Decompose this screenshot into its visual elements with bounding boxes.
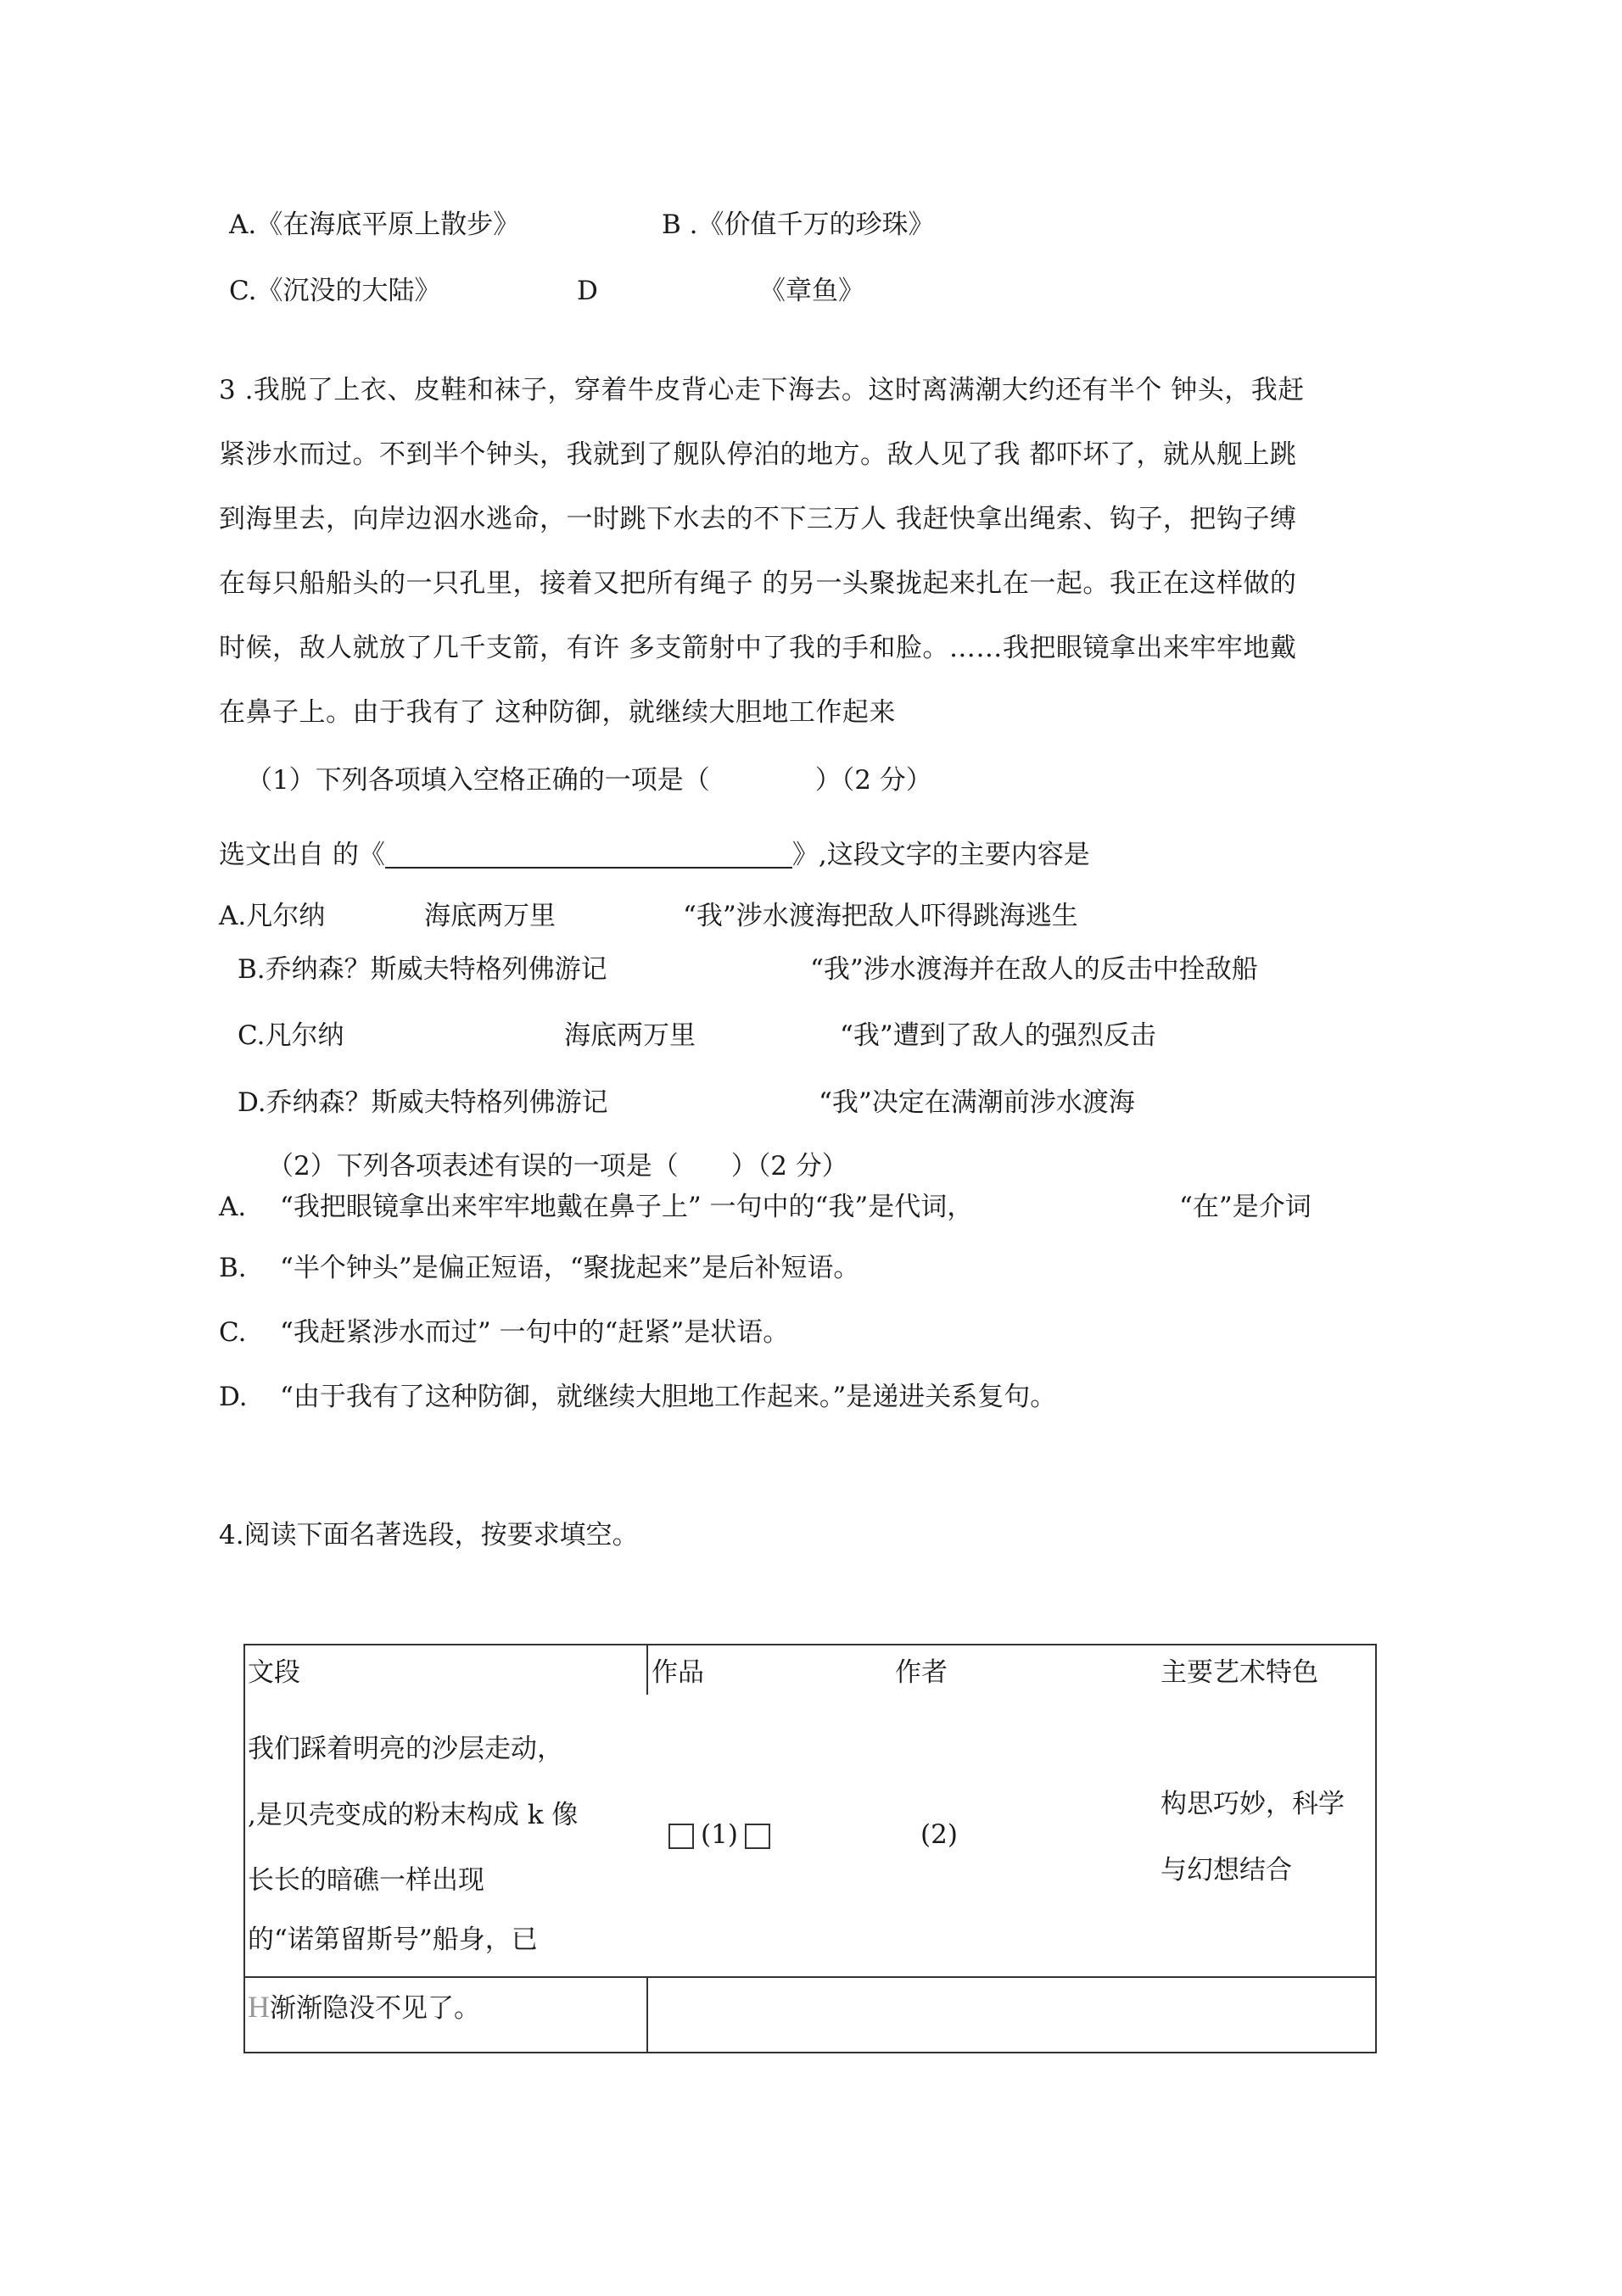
passage-line-last <box>248 1992 480 2022</box>
q3-sub1-prompt <box>219 838 1090 869</box>
q2-option-c: C.《沉没的大陆》 <box>229 276 441 306</box>
q3-line: 时候，敌人就放了几千支箭，有许 多支箭射中了我的手和脸。……我把眼镜拿出来牢牢地戴 <box>219 633 1297 663</box>
sub2-option-a-extra: “在”是介词 <box>1179 1192 1312 1222</box>
work-blank[interactable] <box>662 1819 777 1850</box>
feature-line: 与幻想结合 <box>1161 1855 1292 1885</box>
sub1-option-c-content: “我”遭到了敌人的强烈反击 <box>840 1020 1156 1051</box>
passage-line: 长长的暗礁一样出现 <box>248 1865 484 1896</box>
q3-sub1-question: （1）下列各项填入空格正确的一项是（ ）（2 分） <box>246 765 932 796</box>
header-author: 作者 <box>895 1657 948 1688</box>
sub1-option-a-content: “我”涉水渡海把敌人吓得跳海逃生 <box>683 901 1078 931</box>
prompt-prefix: 选文出自 的《 <box>219 840 385 870</box>
passage-line: 我们踩着明亮的沙层走动， <box>248 1734 563 1764</box>
sub1-option-b-letter: B.乔纳森？斯威夫特格列佛游记 <box>238 954 607 985</box>
q3-line: 在鼻子上。由于我有了 这种防御，就继续大胆地工作起来 <box>219 697 896 728</box>
feature-line: 构思巧妙，科学 <box>1161 1789 1345 1819</box>
passage-line: 的“诺第留斯号”船身，已 <box>248 1925 538 1955</box>
sub2-option-b-letter: B. <box>219 1253 247 1283</box>
q2-option-d-text: 《章鱼》 <box>759 276 864 306</box>
sub2-option-d-letter: D. <box>219 1382 248 1412</box>
table-border <box>243 1976 1377 1978</box>
table-border <box>243 1644 1377 1645</box>
sub1-option-d-letter: D.乔纳森？斯威夫特格列佛游记 <box>238 1087 608 1118</box>
passage-line: ,是贝壳变成的粉末构成 k 像 <box>248 1800 579 1830</box>
table-border <box>646 1976 648 2053</box>
q3-line: 3 .我脱了上衣、皮鞋和袜子，穿着牛皮背心走下海去。这时离满潮大约还有半个 钟头，我赶 <box>219 375 1305 405</box>
author-blank[interactable]: (2) <box>920 1819 958 1850</box>
passage-last-text: 渐渐隐没不见了。 <box>270 1993 480 2024</box>
answer-blank-line[interactable] <box>385 838 792 869</box>
table-border <box>646 1644 648 1695</box>
q4-prompt: 4.阅读下面名著选段，按要求填空。 <box>219 1520 639 1550</box>
q3-line: 在每只船船头的一只孔里，接着又把所有绳子 的另一头聚拢起来扎在一起。我正在这样做的 <box>219 568 1297 599</box>
table-border <box>1375 1644 1377 2053</box>
q3-sub2-question: （2）下列各项表述有误的一项是（ ）（2 分） <box>267 1151 848 1182</box>
q2-option-a: A.《在海底平原上散步》 <box>229 209 520 240</box>
h-mark: H <box>248 1990 270 2024</box>
q2-option-b: B .《价值千万的珍珠》 <box>662 209 935 240</box>
sub1-option-c-work: 海底两万里 <box>564 1020 696 1051</box>
sub2-option-a-text: “我把眼镜拿出来牢牢地戴在鼻子上” 一句中的“我”是代词， <box>280 1192 974 1222</box>
q3-passage <box>219 358 1305 745</box>
box-icon <box>745 1824 770 1849</box>
header-work: 作品 <box>652 1657 704 1688</box>
work-blank-number: (1) <box>701 1819 738 1850</box>
q3-line: 到海里去，向岸边泅水逃命，一时跳下水去的不下三万人 我赶快拿出绳索、钩子，把钩子缚 <box>219 504 1297 534</box>
sub2-option-d-text: “由于我有了这种防御，就继续大胆地工作起来。”是递进关系复句。 <box>280 1382 1057 1412</box>
table-border <box>243 1644 245 2053</box>
q2-option-d-letter: D <box>577 276 598 306</box>
sub2-option-b-text: “半个钟头”是偏正短语，“聚拢起来”是后补短语。 <box>280 1253 860 1283</box>
header-feature: 主要艺术特色 <box>1161 1657 1318 1688</box>
sub2-option-a-letter: A. <box>219 1192 247 1222</box>
table-border <box>243 2052 1377 2053</box>
sub2-option-c-text: “我赶紧涉水而过” 一句中的“赶紧”是状语。 <box>280 1317 790 1348</box>
header-passage: 文段 <box>248 1657 300 1688</box>
sub1-option-d-content: “我”决定在满潮前涉水渡海 <box>819 1087 1135 1118</box>
sub1-option-a-work: 海底两万里 <box>424 901 556 931</box>
prompt-suffix: 》,这段文字的主要内容是 <box>791 840 1090 870</box>
q3-line: 紧涉水而过。不到半个钟头，我就到了舰队停泊的地方。敌人见了我 都吓坏了，就从舰上跳 <box>219 439 1297 470</box>
sub1-option-c-letter: C.凡尔纳 <box>238 1020 344 1051</box>
sub1-option-b-content: “我”涉水渡海并在敌人的反击中拴敌船 <box>810 954 1258 985</box>
sub1-option-a-letter: A.凡尔纳 <box>219 901 326 931</box>
sub2-option-c-letter: C. <box>219 1317 247 1348</box>
box-icon <box>668 1824 694 1849</box>
